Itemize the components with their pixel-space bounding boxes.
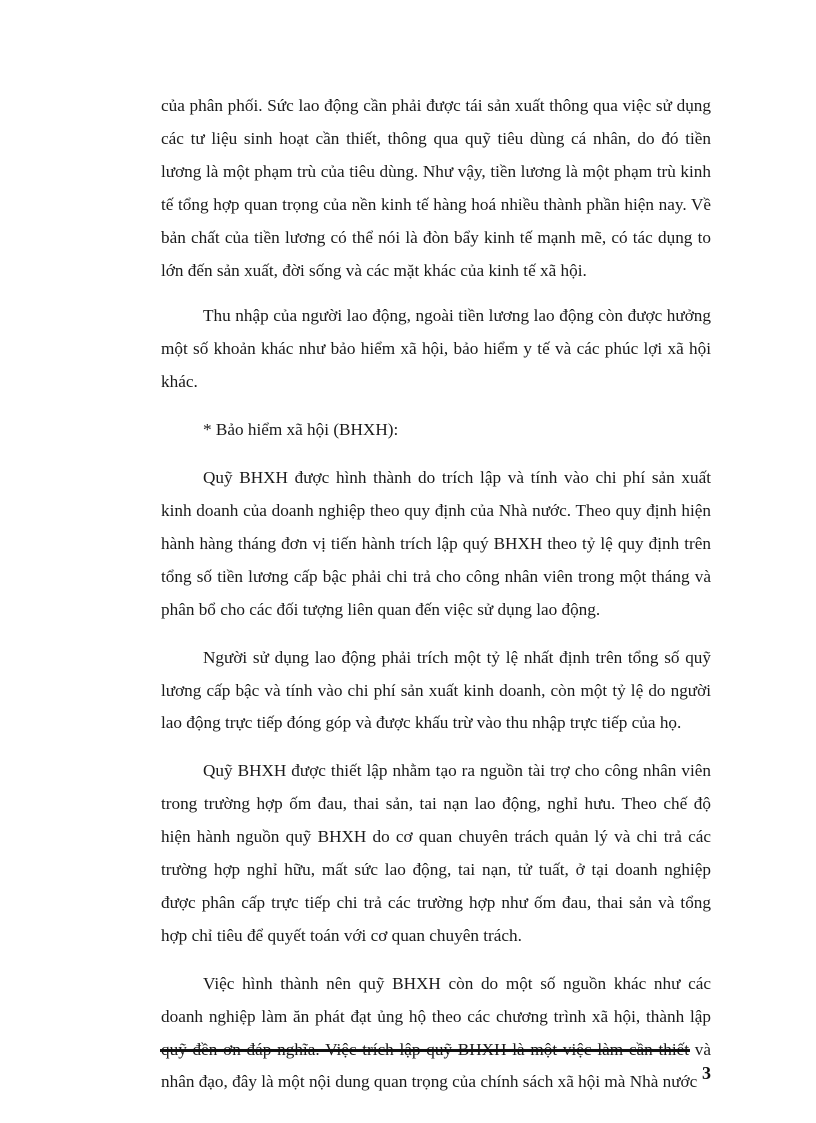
body-text [161, 90, 711, 1114]
footer-divider [160, 1049, 690, 1052]
paragraph-fund-formation: Quỹ BHXH được hình thành do trích lập và tính vào chi phí sản xuất kinh doanh của doanh nghiệp theo quy định của Nhà nước. Theo quy định hiện hành hàng tháng đơn vị tiến hành trích lập quý BHXH theo tỷ lệ quy định trên tổng số tiền lương cấp bậc phải chi trả cho công nhân viên trong một tháng và phân bổ cho các đối tượng liên quan đến việc sử dụng lao động. [161, 468, 711, 619]
paragraph-continuation: của phân phối. Sức lao động cần phải được tái sản xuất thông qua việc sử dụng các tư liệu sinh hoạt cần thiết, thông qua quỹ tiêu dùng cá nhân, do đó tiền lương là một phạm trù của tiêu dùng. Như vậy, tiền lương là một phạm trù kinh tế tổng hợp quan trọng của nền kinh tế hàng hoá nhiều thành phần hiện nay. Về bản chất của tiền lương có thể nói là đòn bẩy kinh tế mạnh mẽ, có tác dụng to lớn đến sản xuất, đời sống và các mặt khác của kinh tế xã hội. [161, 96, 711, 280]
paragraph-income: Thu nhập của người lao động, ngoài tiền lương lao động còn được hưởng một số khoản khác như bảo hiểm xã hội, bảo hiểm y tế và các phúc lợi xã hội khác. [161, 306, 711, 392]
page-number: 3 [702, 1063, 711, 1083]
paragraph-other-sources: Việc hình thành nên quỹ BHXH còn do một số nguồn khác như các doanh nghiệp làm ăn phát đạt ủng hộ theo các chương trình xã hội, thành lập quỹ đền ơn đáp nghĩa. Việc trích lập quỹ BHXH là một việc làm cần thiết và nhân đạo, đây là một nội dung quan trọng của chính sách xã hội mà Nhà nước [161, 973, 711, 1092]
paragraph-employer-contribution: Người sử dụng lao động phải trích một tỷ lệ nhất định trên tổng số quỹ lương cấp bậc và tính vào chi phí sản xuất kinh doanh, còn một tỷ lệ do người lao động trực tiếp đóng góp và được khấu trừ vào thu nhập trực tiếp của họ. [161, 647, 711, 733]
paragraph-fund-purpose: Quỹ BHXH được thiết lập nhằm tạo ra nguồn tài trợ cho công nhân viên trong trường hợp ốm đau, thai sản, tai nạn lao động, nghỉ hưu. Theo chế độ hiện hành nguồn quỹ BHXH do cơ quan chuyên trách quản lý và chi trả các trường hợp nghỉ hữu, mất sức lao động, tai nạn, tử tuất, ở tại doanh nghiệp được phân cấp trực tiếp chi trả các trường hợp như ốm đau, thai sản và tổng hợp chỉ tiêu để quyết toán với cơ quan chuyên trách. [161, 761, 711, 945]
section-heading-bhxh: * Bảo hiểm xã hội (BHXH): [203, 420, 399, 440]
